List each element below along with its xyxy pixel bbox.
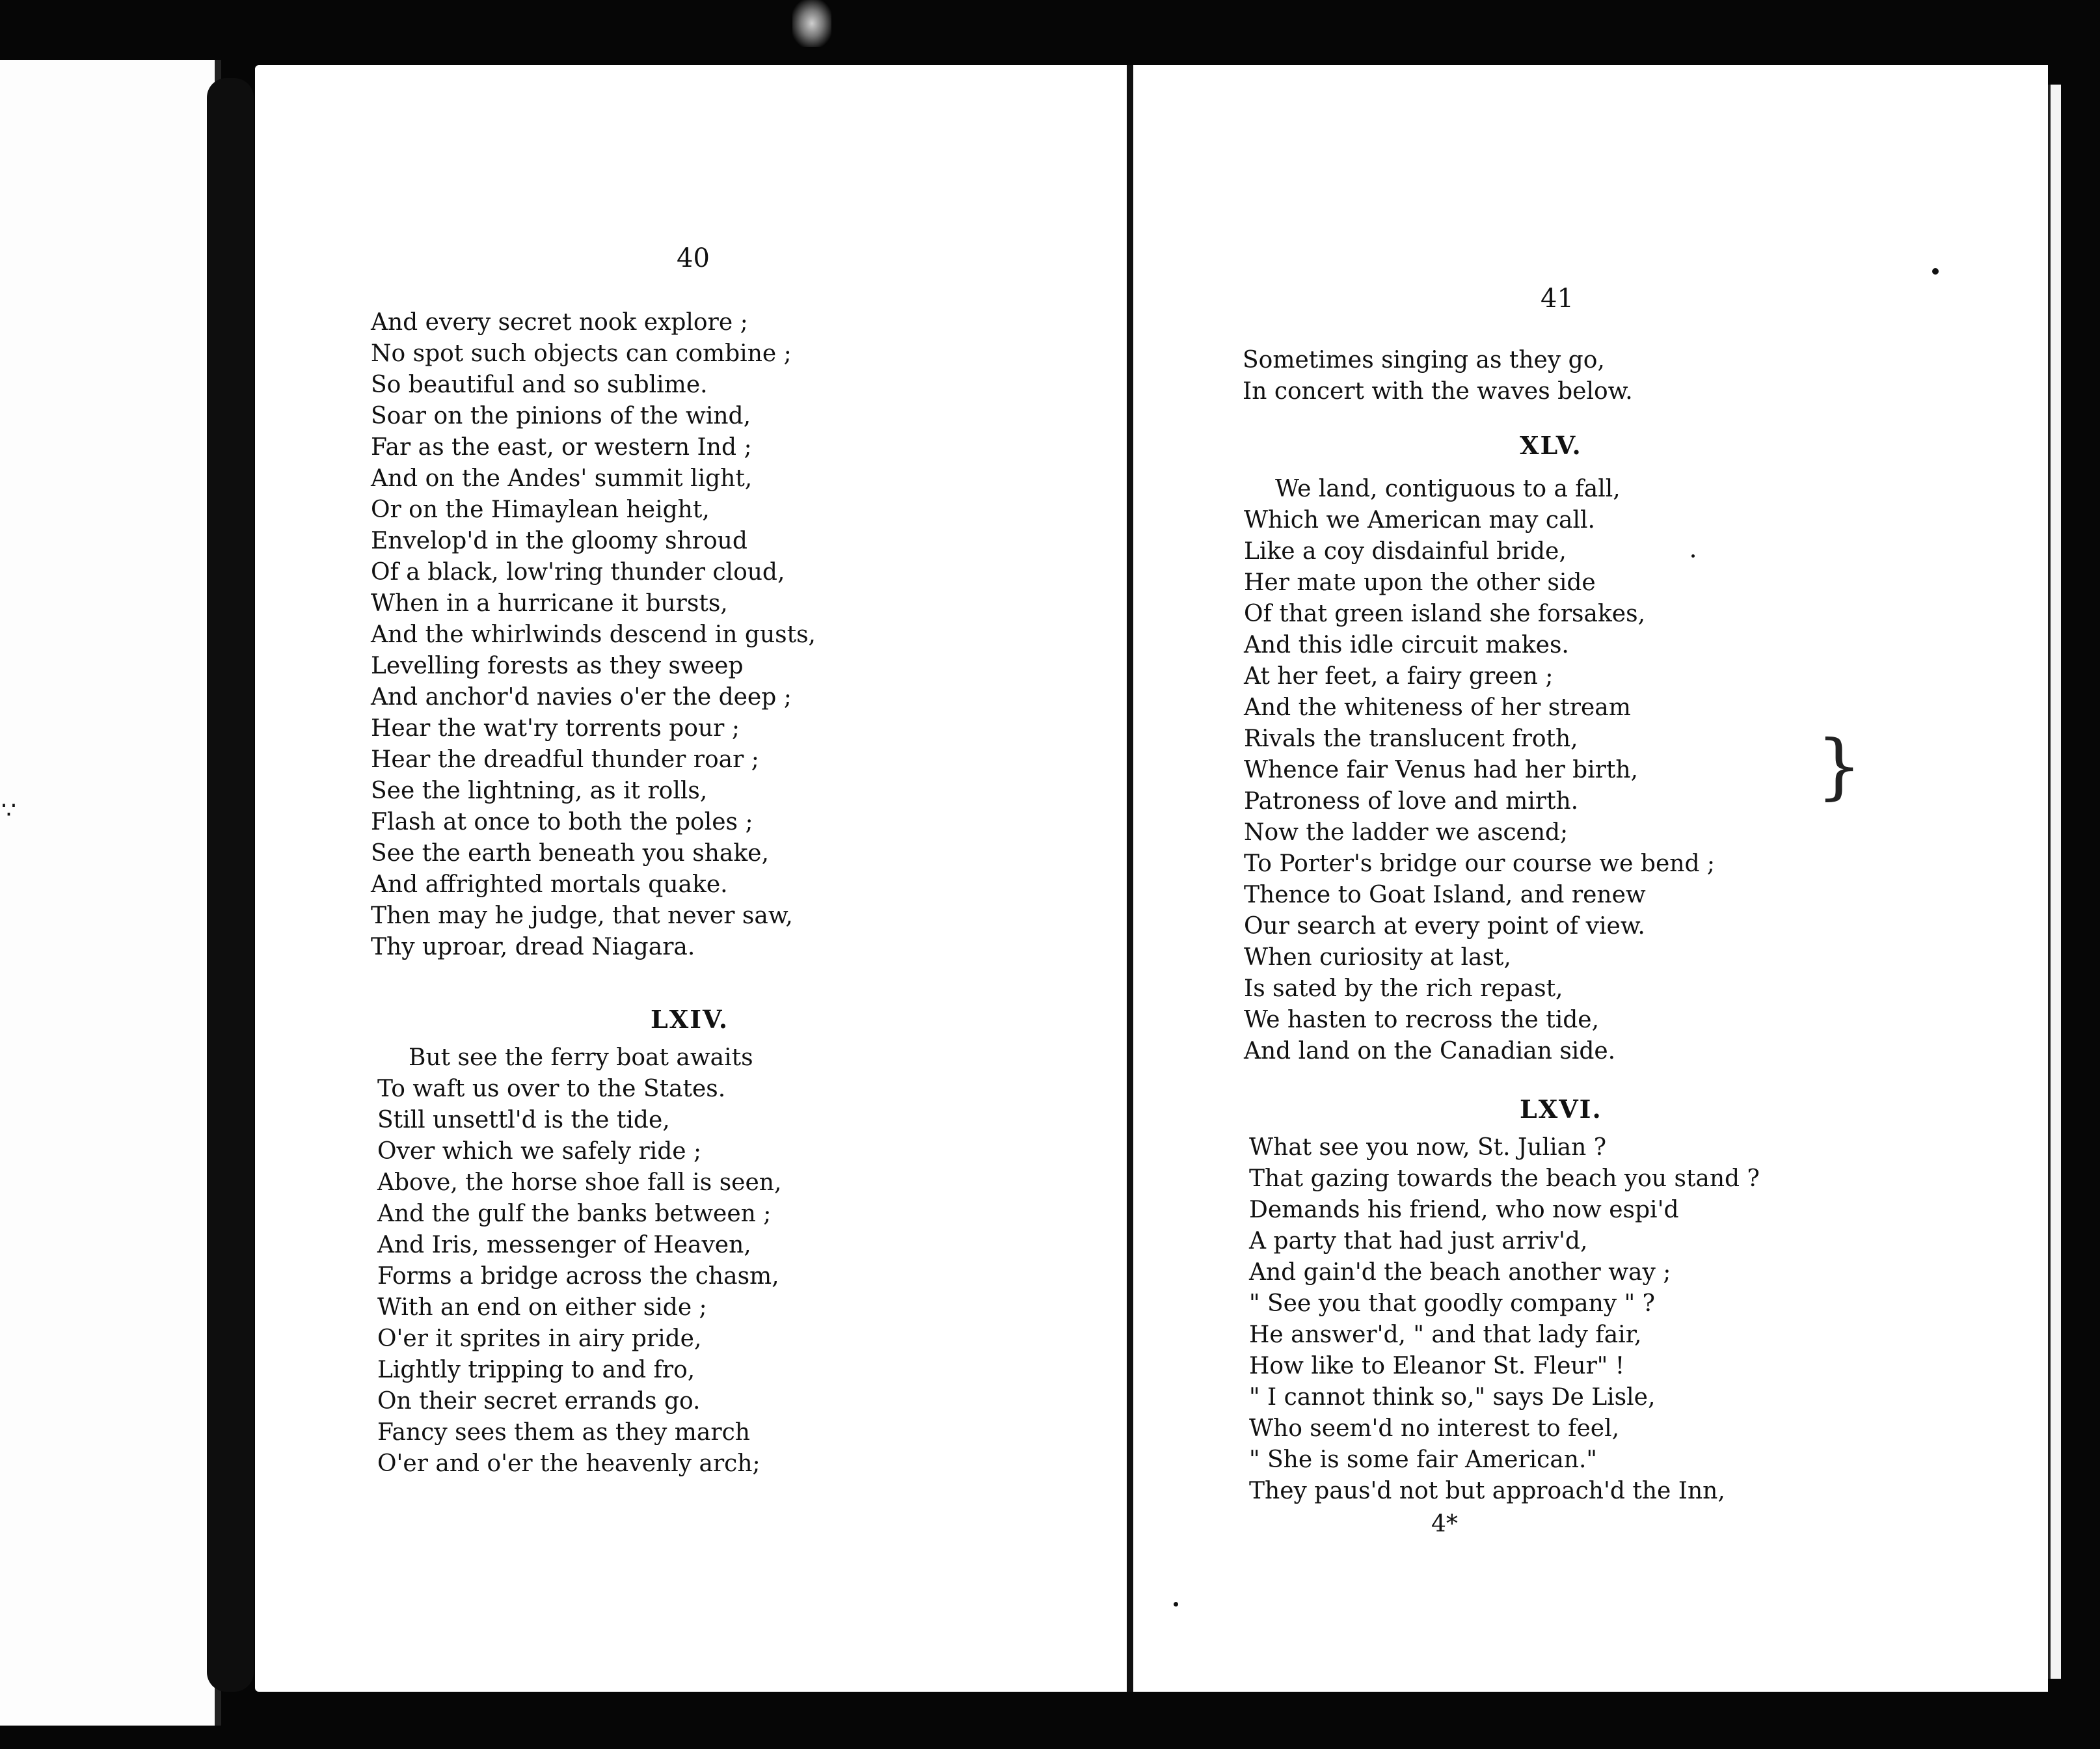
verse-line: And gain'd the beach another way ; <box>1249 1259 1671 1286</box>
verse-line: And the gulf the banks between ; <box>377 1200 772 1227</box>
right-stanza-lxvi <box>1249 1132 1760 1507</box>
verse-line: And land on the Canadian side. <box>1244 1038 1616 1064</box>
verse-line: Demands his friend, who now espi'd <box>1249 1197 1679 1223</box>
lighting-glare <box>792 0 831 47</box>
verse-line: We hasten to recross the tide, <box>1244 1007 1600 1033</box>
verse-line: Envelop'd in the gloomy shroud <box>371 528 747 554</box>
verse-line: Sometimes singing as they go, <box>1243 347 1605 373</box>
verse-line: Fancy sees them as they march <box>377 1419 750 1446</box>
book-spine <box>207 78 254 1692</box>
verse-line: Levelling forests as they sweep <box>371 653 744 679</box>
verse-line: They paus'd not but approach'd the Inn, <box>1249 1478 1725 1504</box>
verse-line: And the whiteness of her stream <box>1244 694 1631 721</box>
verse-line: Thence to Goat Island, and renew <box>1244 882 1646 908</box>
right-stanza-continuation <box>1243 345 1633 407</box>
left-stanza-lxiv <box>377 1042 781 1480</box>
verse-line: On their secret errands go. <box>377 1388 701 1415</box>
left-stanza-continuation <box>371 307 816 963</box>
margin-brace: } <box>1816 724 1862 807</box>
verse-line: When curiosity at last, <box>1244 944 1511 971</box>
verse-line: Still unsettl'd is the tide, <box>377 1107 670 1133</box>
verse-line: Over which we safely ride ; <box>377 1138 702 1165</box>
ink-speck <box>1691 554 1695 558</box>
verse-line: At her feet, a fairy green ; <box>1244 663 1554 690</box>
verse-line: Patroness of love and mirth. <box>1244 788 1579 815</box>
verse-line: Or on the Himaylean height, <box>371 496 710 523</box>
verse-line: And Iris, messenger of Heaven, <box>377 1232 751 1258</box>
right-section-heading-xlv: XLV. <box>1520 431 1582 460</box>
verse-line: Then may he judge, that never saw, <box>371 902 793 929</box>
right-section-heading-lxvi: LXVI. <box>1520 1094 1602 1124</box>
ink-speck <box>1932 268 1939 275</box>
verse-line: See the earth beneath you shake, <box>371 840 769 867</box>
verse-line: And every secret nook explore ; <box>371 309 748 336</box>
signature-mark: 4* <box>1431 1511 1458 1538</box>
verse-line: Above, the horse shoe fall is seen, <box>377 1169 782 1196</box>
verse-line: Is sated by the rich repast, <box>1244 975 1563 1002</box>
verse-line: " See you that goodly company " ? <box>1249 1290 1655 1317</box>
verse-line: So beautiful and so sublime. <box>371 372 708 398</box>
left-section-heading: LXIV. <box>651 1005 729 1034</box>
verse-line: Her mate upon the other side <box>1244 569 1596 596</box>
verse-line: Now the ladder we ascend; <box>1244 819 1568 846</box>
margin-mark: ∵ <box>1 797 16 824</box>
ink-speck <box>1174 1602 1178 1607</box>
verse-line: Hear the dreadful thunder roar ; <box>371 746 759 773</box>
verse-line: In concert with the waves below. <box>1243 378 1633 405</box>
verse-line: Whence fair Venus had her birth, <box>1244 757 1638 783</box>
verse-line: We land, contiguous to a fall, <box>1275 476 1621 502</box>
verse-line: And on the Andes' summit light, <box>371 465 753 492</box>
verse-line: Which we American may call. <box>1244 507 1595 534</box>
verse-line: A party that had just arriv'd, <box>1249 1228 1588 1254</box>
verse-line: Thy uproar, dread Niagara. <box>371 934 695 960</box>
verse-line: With an end on either side ; <box>377 1294 707 1321</box>
gutter-fold <box>1127 65 1133 1692</box>
verse-line: Soar on the pinions of the wind, <box>371 403 751 429</box>
verse-line: Hear the wat'ry torrents pour ; <box>371 715 740 742</box>
verse-line: Our search at every point of view. <box>1244 913 1645 940</box>
verse-line: " I cannot think so," says De Lisle, <box>1249 1384 1656 1411</box>
verse-line: To Porter's bridge our course we bend ; <box>1244 850 1716 877</box>
verse-line: O'er and o'er the heavenly arch; <box>377 1450 761 1477</box>
verse-line: Like a coy disdainful bride, <box>1244 538 1567 565</box>
verse-line: And this idle circuit makes. <box>1244 632 1569 658</box>
verse-line: He answer'd, " and that lady fair, <box>1249 1322 1642 1348</box>
verse-line: To waft us over to the States. <box>377 1076 726 1102</box>
verse-line: Rivals the translucent froth, <box>1244 725 1578 752</box>
verse-line: And affrighted mortals quake. <box>371 871 728 898</box>
verse-line: When in a hurricane it bursts, <box>371 590 728 617</box>
verse-line: And the whirlwinds descend in gusts, <box>371 621 816 648</box>
verse-line: But see the ferry boat awaits <box>409 1044 753 1071</box>
right-page-number: 41 <box>1541 284 1574 314</box>
page-stack-edge <box>2048 85 2061 1679</box>
right-stanza-xlv <box>1244 474 1715 1067</box>
verse-line: Of that green island she forsakes, <box>1244 601 1646 627</box>
verse-line: Far as the east, or western Ind ; <box>371 434 752 461</box>
previous-page-edge <box>0 60 221 1726</box>
verse-line: And anchor'd navies o'er the deep ; <box>371 684 792 711</box>
verse-line: Flash at once to both the poles ; <box>371 809 753 835</box>
verse-line: No spot such objects can combine ; <box>371 340 792 367</box>
verse-line: Of a black, low'ring thunder cloud, <box>371 559 785 586</box>
left-page-number: 40 <box>677 243 710 273</box>
verse-line: How like to Eleanor St. Fleur" ! <box>1249 1353 1625 1379</box>
verse-line: " She is some fair American." <box>1249 1446 1597 1473</box>
verse-line: That gazing towards the beach you stand ? <box>1249 1165 1760 1192</box>
verse-line: Lightly tripping to and fro, <box>377 1357 695 1383</box>
verse-line: See the lightning, as it rolls, <box>371 778 708 804</box>
verse-line: Who seem'd no interest to feel, <box>1249 1415 1620 1442</box>
verse-line: O'er it sprites in airy pride, <box>377 1325 702 1352</box>
verse-line: Forms a bridge across the chasm, <box>377 1263 779 1290</box>
verse-line: What see you now, St. Julian ? <box>1249 1134 1607 1161</box>
